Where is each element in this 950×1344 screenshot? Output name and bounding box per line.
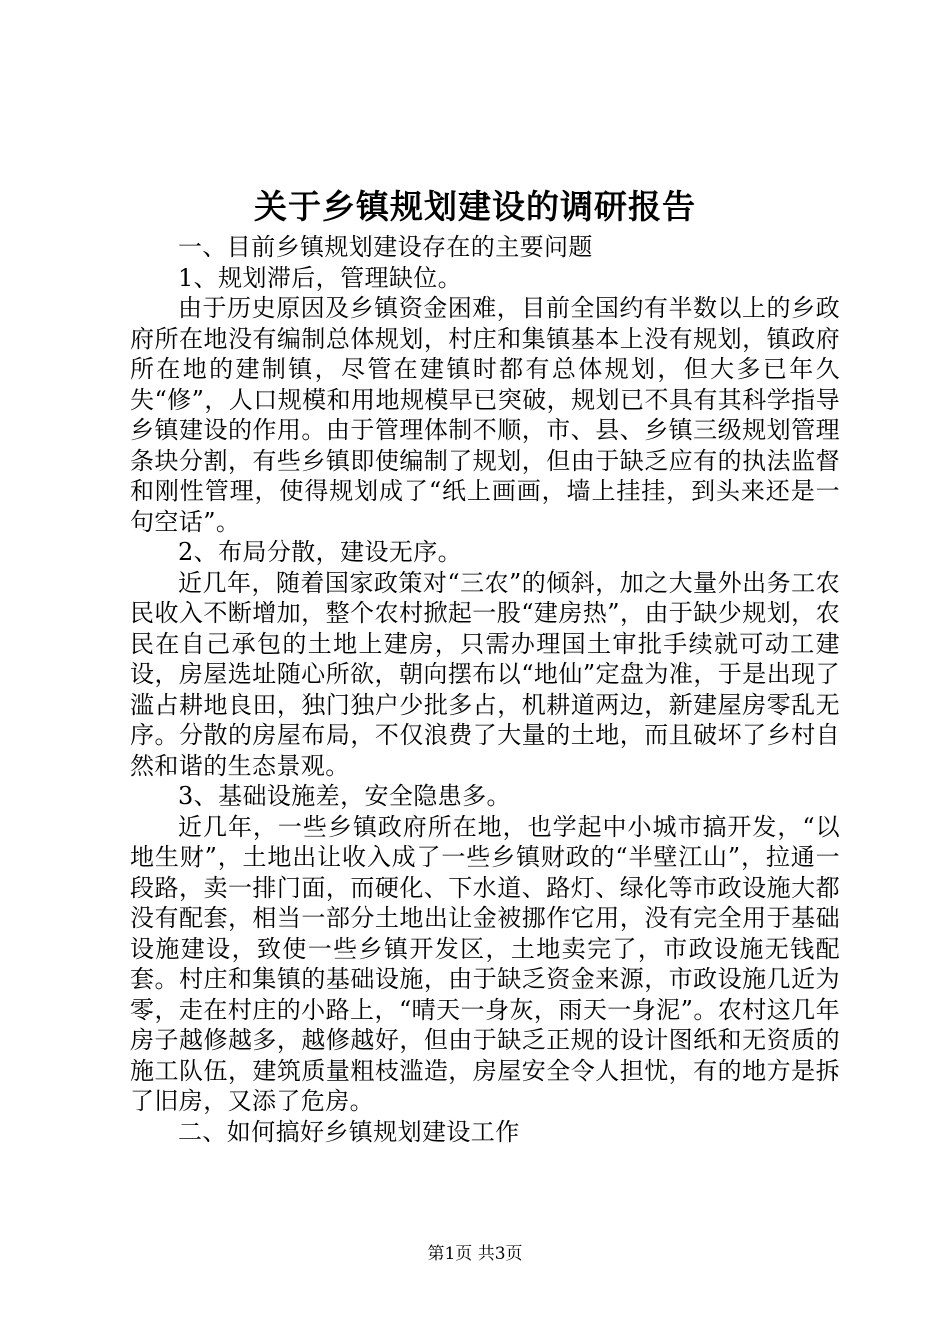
- body-paragraph-3: 近几年，一些乡镇政府所在地，也学起中小城市搞开发，“以地生财”，土地出让收入成了一些乡镇财政的“半壁江山”，拉通一段路，卖一排门面，而硬化、下水道、路灯、绿化等市政设施大都没有配套，相当一部分土地出让金被挪作它用，没有完全用于基础设施建设，致使一些乡镇开发区，土地卖完了，市政设施无钱配套。村庄和集镇的基础设施，由于缺乏资金来源，市政设施几近为零，走在村庄的小路上，“晴天一身灰，雨天一身泥”。农村这几年房子越修越多，越修越好，但由于缺乏正规的设计图纸和无资质的施工队伍，建筑质量粗枝滥造，房屋安全令人担忧，有的地方是拆了旧房，又添了危房。: [130, 812, 840, 1115]
- section-heading-1: 一、目前乡镇规划建设存在的主要问题: [178, 233, 593, 261]
- document-title: 关于乡镇规划建设的调研报告: [254, 187, 696, 226]
- subheading-2: 2、布局分散，建设无序。: [178, 538, 463, 566]
- document-body: [130, 232, 840, 1147]
- subheading-3: 3、基础设施差，安全隐患多。: [178, 782, 511, 810]
- section-heading-2: 二、如何搞好乡镇规划建设工作: [178, 1117, 520, 1146]
- body-paragraph-1: 由于历史原因及乡镇资金困难，目前全国约有半数以上的乡政府所在地没有编制总体规划，村庄和集镇基本上没有规划，镇政府所在地的建制镇，尽管在建镇时都有总体规划，但大多已年久失“修”，人口规模和用地规模早已突破，规划已不具有其科学指导乡镇建设的作用。由于管理体制不顺，市、县、乡镇三级规划管理条块分割，有些乡镇即使编制了规划，但由于缺乏应有的执法监督和刚性管理，使得规划成了“纸上画画，墙上挂挂，到头来还是一句空话”。: [130, 294, 840, 536]
- subheading-1: 1、规划滞后，管理缺位。: [178, 263, 463, 292]
- page-number-footer: 第1页 共3页: [427, 1244, 523, 1264]
- body-paragraph-2: 近几年，随着国家政策对“三农”的倾斜，加之大量外出务工农民收入不断增加，整个农村掀起一股“建房热”，由于缺少规划，农民在自己承包的土地上建房，只需办理国土审批手续就可动工建设，房屋选址随心所欲，朝向摆布以“地仙”定盘为准，于是出现了滥占耕地良田，独门独户少批多占，机耕道两边，新建屋房零乱无序。分散的房屋布局，不仅浪费了大量的土地，而且破坏了乡村自然和谐的生态景观。: [130, 568, 840, 780]
